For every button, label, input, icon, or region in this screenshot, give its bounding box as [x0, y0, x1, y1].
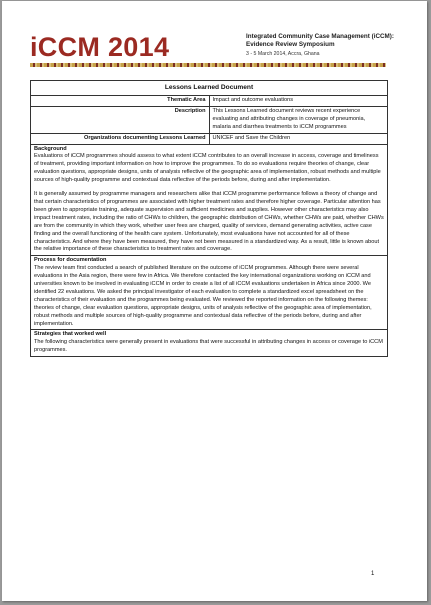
section-heading: Strategies that worked well	[34, 331, 107, 338]
meta-row-organizations	[31, 133, 388, 144]
section-heading: Background	[34, 145, 67, 152]
meta-label: Thematic Area	[31, 96, 210, 107]
iccm-logo: iCCM 2014	[30, 32, 170, 62]
document-page	[2, 1, 427, 601]
section-heading: Process for documentation	[34, 257, 107, 264]
symposium-title-line1: Integrated Community Case Management (iCCM):	[246, 33, 394, 40]
symposium-date-location: 3 - 5 March 2014, Accra, Ghana	[246, 50, 320, 57]
section-background	[31, 144, 388, 256]
meta-value: UNICEF and Save the Children	[209, 133, 388, 144]
section-paragraph: It is generally assumed by programme managers and researchers alike that iCCM programme performance follows a theory of change and that certain characteristics of programmes are associated with higher treatment rates and therefore higher coverage. Particular attention has been given to appropriate training, adequate supervision and sufficient medicines and supplies. However other characteristics may also impact treatment rates, including the ratio of CHWs to children, the geographic distribution of CHWs, whether CHWs are paid, whether CHWs are from the community in which they work, whether user fees are charged, quality of services, demand generating activities, active case finding and the overall functioning of the health care system. Unfortunately, most evaluations have not accounted for all of these characteristics. And where they have been measured, they have not been measured in a standardized way. As a result, little is known about the relative importance of these characteristics to treatment rates and coverage.	[34, 191, 384, 253]
document-title: Lessons Learned Document	[31, 81, 388, 96]
lessons-learned-table	[30, 80, 388, 357]
section-paragraph: The following characteristics were generally present in evaluations that were successful in attributing changes in access or coverage to iCCM programmes.	[34, 339, 383, 354]
decorative-header-rule	[30, 63, 386, 67]
symposium-title-line2: Evidence Review Symposium	[246, 40, 335, 48]
section-strategies	[31, 330, 388, 357]
meta-row-thematic-area	[31, 96, 388, 107]
meta-label: Organizations documenting Lessons Learned	[31, 133, 210, 144]
page-number: 1	[371, 571, 375, 577]
meta-label: Description	[31, 106, 210, 133]
meta-value: This Lessons Learned document reviews recent experience evaluating and attributing changes in coverage of pneumonia, malaria and diarrhea treatments to iCCM programmes	[209, 106, 388, 133]
meta-row-description	[31, 106, 388, 133]
section-process	[31, 256, 388, 330]
meta-value: Impact and outcome evaluations	[209, 96, 388, 107]
section-paragraph: The review team first conducted a search of published literature on the outcome of iCCM programmes. Although there were several evaluations in the Asia region, there were few in Africa. We therefore contacted the key international organizations working on iCCM and universities known to be involved in evaluating iCCM in order to create a list of all iCCM evaluations undertaken in Africa since 2000. We identified 22 evaluations. We asked the principal investigator of each evaluation to complete a standardized excel spreadsheet on the characteristics of their evaluation and the programmes being evaluated. We reviewed the reported information on the following themes: theories of change, clear evaluation questions, appropriate designs, units of analysis reflective of the geographic area of implementation, robust methods and multiple sources of high-quality programme and contextual data reflective of the periods before, during and after implementation.	[34, 265, 372, 327]
section-paragraph: Evaluations of iCCM programmes should assess to what extent iCCM contributes to an overall increase in access, coverage and timeliness of treatment, providing important information on how to improve the programmes. To do so evaluations require theories of change, clear evaluation questions, appropriate designs, units of analysis reflective of the geographic area of implementation, robust methods and multiple sources of high-quality programme and contextual data reflective of the periods before, during and after implementation.	[34, 153, 381, 184]
symposium-info	[246, 33, 416, 58]
